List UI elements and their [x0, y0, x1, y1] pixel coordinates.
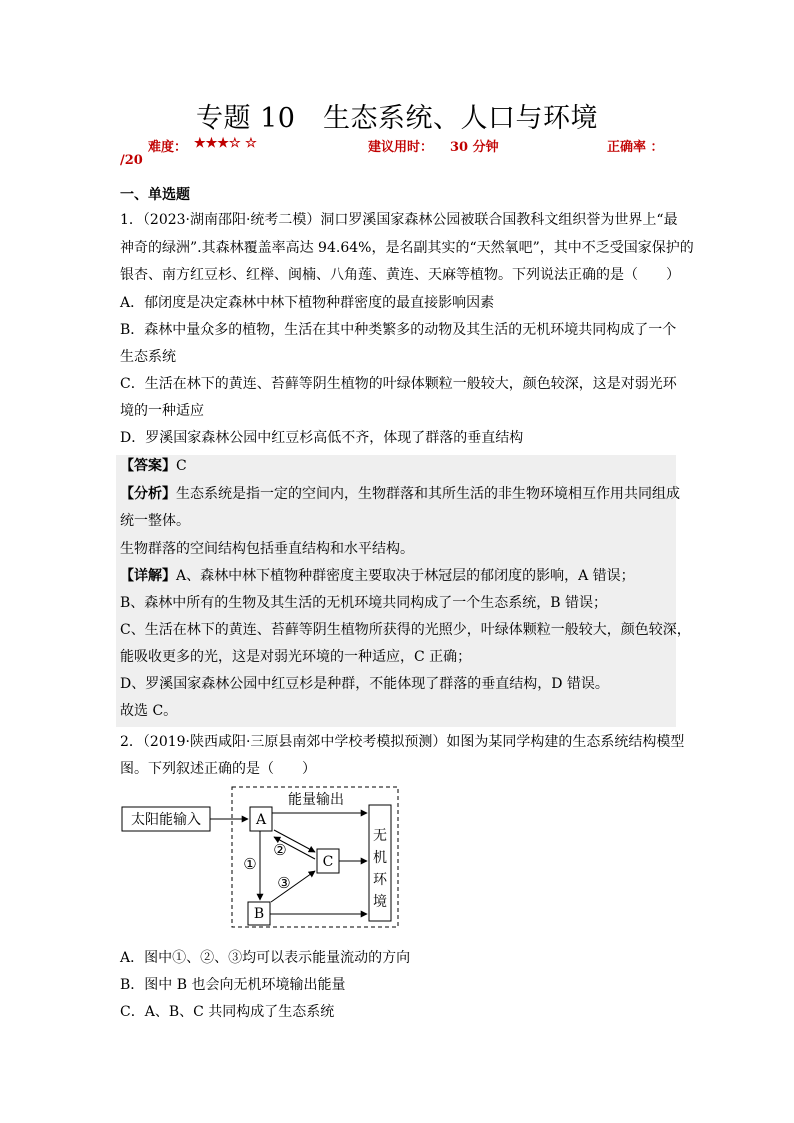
q1-option-b: B．森林中量众多的植物，生活在其中种类繁多的动物及其生活的无机环境共同构成了一个: [120, 322, 677, 338]
detail-line: 故选 C。: [120, 703, 178, 719]
difficulty-stars: ★★★☆ ☆: [194, 136, 257, 151]
answer-line: [120, 454, 680, 478]
q2-option-c: C．A、B、C 共同构成了生态系统: [120, 1004, 335, 1020]
analysis-line: [120, 482, 680, 506]
q2-stem-line: 图。下列叙述正确的是（ ）: [120, 761, 316, 777]
difficulty-label: 难度：: [148, 140, 188, 155]
detail-line: B、森林中所有的生物及其生活的无机环境共同构成了一个生态系统，B 错误；: [120, 595, 608, 611]
q1-option-d: D．罗溪国家森林公园中红豆杉高低不齐，体现了群落的垂直结构: [120, 430, 524, 446]
node-b-label: B: [253, 906, 265, 922]
solar-input-label: 太阳能输入: [131, 812, 201, 828]
answer-value: C: [176, 458, 187, 474]
analysis-text: 生态系统是指一定的空间内，生物群落和其所生活的非生物环境相互作用共同组成: [176, 486, 680, 502]
page-title: 专题 10 生态系统、人口与环境: [196, 103, 598, 134]
q1-stem-line: 神奇的绿洲”.其森林覆盖率高达 94.64%，是名副其实的“天然氧吧”，其中不乏受国家保护的: [120, 240, 694, 256]
meta-row: [120, 136, 680, 154]
q1-option-c: C．生活在林下的黄连、苔藓等阴生植物的叶绿体颗粒一般较大，颜色较深，这是对弱光环: [120, 376, 677, 392]
arrow-label-2: ②: [273, 841, 287, 859]
ecosystem-diagram: [118, 784, 404, 930]
q1-option-a: A．郁闭度是决定森林中林下植物种群密度的最直接影响因素: [120, 295, 495, 311]
environment-label-char: 境: [373, 894, 387, 910]
detail-line: D、罗溪国家森林公园中红豆杉是种群，不能体现了群落的垂直结构，D 错误。: [120, 676, 609, 692]
analysis-label: 【分析】: [120, 486, 176, 502]
node-c-label: C: [322, 854, 334, 870]
q1-option-b-cont: 生态系统: [120, 349, 176, 365]
detail-label: 【详解】: [120, 568, 176, 584]
q1-stem-line: 银杏、南方红豆杉、红榉、闽楠、八角莲、黄连、天麻等植物。下列说法正确的是（ ）: [120, 267, 680, 283]
detail-text: A、森林中林下植物种群密度主要取决于林冠层的郁闭度的影响，A 错误；: [176, 568, 635, 584]
energy-output-label: 能量输出: [288, 792, 344, 808]
environment-label-char: 无: [373, 828, 387, 844]
node-a-label: A: [255, 812, 267, 828]
q2-option-a: A．图中①、②、③均可以表示能量流动的方向: [120, 950, 411, 966]
q2-stem-line: 2．（2019·陕西咸阳·三原县南郊中学校考模拟预测）如图为某同学构建的生态系统结构模型: [120, 734, 685, 750]
accuracy-label: 正确率 ：: [607, 140, 664, 155]
q1-stem-line: 1．（2023·湖南邵阳·统考二模）洞口罗溪国家森林公园被联合国教科文组织誉为世界上“最: [120, 212, 678, 228]
section-heading: 一、单选题: [120, 187, 190, 203]
arrow-label-1: ①: [243, 855, 257, 873]
environment-label-char: 环: [373, 872, 387, 888]
arrow-label-3: ③: [277, 874, 291, 892]
detail-line: 能吸收更多的光，这是对弱光环境的一种适应，C 正确；: [120, 649, 472, 665]
detail-line: C、生活在林下的黄连、苔藓等阴生植物所获得的光照少，叶绿体颗粒一般较大，颜色较深，: [120, 622, 691, 638]
environment-label-char: 机: [373, 850, 387, 866]
q2-option-b: B．图中 B 也会向无机环境输出能量: [120, 977, 346, 993]
analysis-line: 生物群落的空间结构包括垂直结构和水平结构。: [120, 541, 414, 557]
analysis-line: 统一整体。: [120, 513, 190, 529]
time-value: 30 分钟: [450, 140, 499, 155]
time-label: 建议用时：: [368, 140, 434, 155]
q1-option-c-cont: 境的一种适应: [120, 403, 204, 419]
detail-line: [120, 564, 680, 588]
accuracy-denominator: /20: [120, 153, 143, 168]
answer-label: 【答案】: [120, 458, 176, 474]
